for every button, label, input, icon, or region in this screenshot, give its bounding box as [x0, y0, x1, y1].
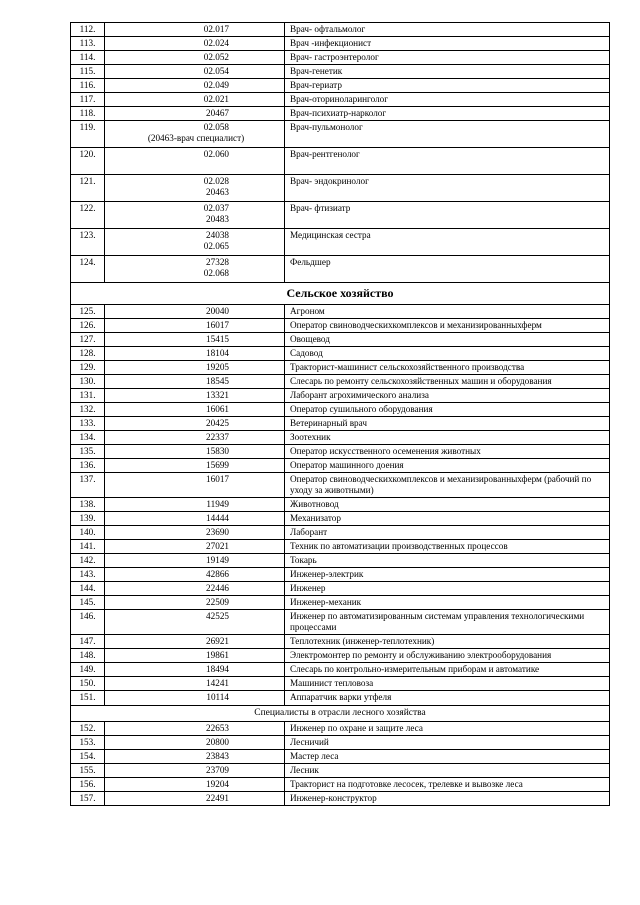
table-row — [71, 721, 610, 735]
profession-name: Зоотехник — [285, 430, 610, 444]
code-line: 20467 — [206, 108, 229, 119]
profession-name: Инженер-конструктор — [285, 792, 610, 806]
medical-rows — [71, 23, 610, 283]
table-row — [71, 148, 610, 175]
profession-code: 42525 — [105, 610, 285, 635]
profession-code: 23843 — [105, 749, 285, 763]
row-number: 118. — [71, 107, 105, 121]
profession-name: Оператор сушильного оборудования — [285, 402, 610, 416]
table-row — [71, 649, 610, 663]
table-row — [71, 749, 610, 763]
profession-name: Инженер по автоматизированным системам управления технологическими процессами — [285, 610, 610, 635]
profession-name: Врач- фтизиатр — [285, 202, 610, 229]
row-number: 114. — [71, 51, 105, 65]
profession-code — [105, 93, 285, 107]
row-number: 129. — [71, 360, 105, 374]
row-number: 140. — [71, 526, 105, 540]
profession-code: 22491 — [105, 792, 285, 806]
table-row — [71, 568, 610, 582]
table-row — [71, 374, 610, 388]
profession-name: Электромонтер по ремонту и обслуживанию электрооборудования — [285, 649, 610, 663]
row-number: 135. — [71, 444, 105, 458]
table-row — [71, 663, 610, 677]
table-row — [71, 229, 610, 256]
row-number: 131. — [71, 388, 105, 402]
code-line: 02.024 — [203, 38, 229, 49]
row-number: 145. — [71, 596, 105, 610]
profession-name: Тракторист-машинист сельскохозяйственного производства — [285, 360, 610, 374]
table-row — [71, 458, 610, 472]
code-line: 02.065 — [203, 241, 229, 252]
profession-name: Лесник — [285, 764, 610, 778]
profession-name: Врач- эндокринолог — [285, 175, 610, 202]
row-number: 119. — [71, 121, 105, 148]
profession-code: 15830 — [105, 444, 285, 458]
row-number: 154. — [71, 749, 105, 763]
profession-code: 23690 — [105, 526, 285, 540]
table-row — [71, 388, 610, 402]
row-number: 112. — [71, 23, 105, 37]
profession-code: 16061 — [105, 402, 285, 416]
row-number: 132. — [71, 402, 105, 416]
profession-name: Лаборант — [285, 526, 610, 540]
row-number: 151. — [71, 691, 105, 705]
profession-code — [105, 65, 285, 79]
row-number: 143. — [71, 568, 105, 582]
row-number: 116. — [71, 79, 105, 93]
agriculture-section — [71, 283, 610, 304]
row-number: 156. — [71, 778, 105, 792]
profession-name: Механизатор — [285, 512, 610, 526]
forestry-rows — [71, 721, 610, 805]
section-title-agriculture: Сельское хозяйство — [71, 283, 610, 304]
code-line: 02.052 — [203, 52, 229, 63]
table-row — [71, 318, 610, 332]
table-row — [71, 256, 610, 283]
profession-name: Лесничий — [285, 735, 610, 749]
profession-code — [105, 107, 285, 121]
row-number: 147. — [71, 635, 105, 649]
table-row — [71, 107, 610, 121]
table-row — [71, 79, 610, 93]
profession-code: 18104 — [105, 346, 285, 360]
row-number: 150. — [71, 677, 105, 691]
row-number: 148. — [71, 649, 105, 663]
forestry-section — [71, 705, 610, 721]
table-row — [71, 332, 610, 346]
table-row — [71, 778, 610, 792]
row-number: 142. — [71, 554, 105, 568]
row-number: 125. — [71, 304, 105, 318]
table-row — [71, 23, 610, 37]
profession-code: 22509 — [105, 596, 285, 610]
table-row — [71, 512, 610, 526]
code-line: 20463 — [206, 187, 229, 198]
profession-name: Врач -инфекционист — [285, 37, 610, 51]
row-number: 122. — [71, 202, 105, 229]
profession-name: Инженер-механик — [285, 596, 610, 610]
table-row — [71, 582, 610, 596]
row-number: 141. — [71, 540, 105, 554]
row-number: 149. — [71, 663, 105, 677]
profession-code: 18545 — [105, 374, 285, 388]
code-line: 02.060 — [203, 149, 229, 160]
table-row — [71, 444, 610, 458]
profession-code: 20425 — [105, 416, 285, 430]
profession-code — [105, 51, 285, 65]
profession-name: Врач-психиатр-нарколог — [285, 107, 610, 121]
profession-code: 19205 — [105, 360, 285, 374]
agriculture-rows — [71, 304, 610, 705]
profession-name: Животновод — [285, 498, 610, 512]
table-row — [71, 596, 610, 610]
profession-code — [105, 121, 285, 148]
table-row — [71, 677, 610, 691]
profession-name: Тракторист на подготовке лесосек, трелевке и вывозке леса — [285, 778, 610, 792]
row-number: 136. — [71, 458, 105, 472]
row-number: 134. — [71, 430, 105, 444]
profession-code: 11949 — [105, 498, 285, 512]
table-row — [71, 498, 610, 512]
code-line: 02.017 — [203, 24, 229, 34]
profession-name: Аппаратчик варки утфеля — [285, 691, 610, 705]
code-line: 02.028 — [203, 176, 229, 187]
row-number: 130. — [71, 374, 105, 388]
row-number: 127. — [71, 332, 105, 346]
table-row — [71, 37, 610, 51]
section-header-row — [71, 283, 610, 304]
profession-name: Слесарь по ремонту сельскохозяйственных машин и оборудования — [285, 374, 610, 388]
profession-code — [105, 202, 285, 229]
table-row — [71, 540, 610, 554]
profession-name: Машинист тепловоза — [285, 677, 610, 691]
profession-name: Слесарь по контрольно-измерительным приборам и автоматике — [285, 663, 610, 677]
profession-name: Врач- офтальмолог — [285, 23, 610, 37]
row-number: 146. — [71, 610, 105, 635]
row-number: 128. — [71, 346, 105, 360]
profession-name: Техник по автоматизации производственных процессов — [285, 540, 610, 554]
profession-name: Инженер — [285, 582, 610, 596]
code-line: 27328 — [206, 257, 229, 268]
profession-code: 15415 — [105, 332, 285, 346]
profession-code — [105, 229, 285, 256]
profession-name: Врач-гериатр — [285, 79, 610, 93]
profession-code — [105, 175, 285, 202]
profession-code: 20040 — [105, 304, 285, 318]
row-number: 153. — [71, 735, 105, 749]
table-row — [71, 792, 610, 806]
table-row — [71, 93, 610, 107]
table-row — [71, 304, 610, 318]
profession-code: 23709 — [105, 764, 285, 778]
profession-code: 26921 — [105, 635, 285, 649]
table-row — [71, 735, 610, 749]
profession-code: 15699 — [105, 458, 285, 472]
profession-code — [105, 23, 285, 37]
professions-table — [70, 22, 610, 806]
profession-code — [105, 148, 285, 175]
profession-name: Инженер по охране и защите леса — [285, 721, 610, 735]
table-row — [71, 121, 610, 148]
section-header-row — [71, 705, 610, 721]
table-row — [71, 430, 610, 444]
profession-code: 27021 — [105, 540, 285, 554]
document-page — [70, 22, 610, 806]
profession-code: 10114 — [105, 691, 285, 705]
profession-code: 42866 — [105, 568, 285, 582]
profession-name: Мастер леса — [285, 749, 610, 763]
profession-name: Врач-оториноларинголог — [285, 93, 610, 107]
code-line: 24038 — [206, 230, 229, 241]
row-number: 157. — [71, 792, 105, 806]
row-number: 124. — [71, 256, 105, 283]
row-number: 126. — [71, 318, 105, 332]
profession-code: 13321 — [105, 388, 285, 402]
table-row — [71, 416, 610, 430]
profession-name: Садовод — [285, 346, 610, 360]
table-row — [71, 610, 610, 635]
profession-code: 19861 — [105, 649, 285, 663]
profession-code: 22337 — [105, 430, 285, 444]
row-number: 133. — [71, 416, 105, 430]
profession-name: Оператор свиноводческихкомплексов и механизированныхферм (рабочий по уходу за животными) — [285, 472, 610, 497]
profession-name: Ветеринарный врач — [285, 416, 610, 430]
table-row — [71, 51, 610, 65]
profession-name: Лаборант агрохимического анализа — [285, 388, 610, 402]
section-title-forestry: Специалисты в отрасли лесного хозяйства — [71, 705, 610, 721]
table-row — [71, 175, 610, 202]
profession-name: Оператор искусственного осеменения животных — [285, 444, 610, 458]
profession-code — [105, 256, 285, 283]
table-row — [71, 346, 610, 360]
row-number: 137. — [71, 472, 105, 497]
profession-code: 20800 — [105, 735, 285, 749]
profession-name: Фельдшер — [285, 256, 610, 283]
code-line: 02.049 — [203, 80, 229, 91]
profession-name: Врач-рентгенолог — [285, 148, 610, 175]
table-row — [71, 360, 610, 374]
code-line: 02.068 — [203, 268, 229, 279]
profession-name: Теплотехник (инженер-теплотехник) — [285, 635, 610, 649]
table-row — [71, 65, 610, 79]
profession-name: Токарь — [285, 554, 610, 568]
profession-name: Врач-пульмонолог — [285, 121, 610, 148]
table-row — [71, 472, 610, 497]
table-row — [71, 554, 610, 568]
row-number: 120. — [71, 148, 105, 175]
row-number: 121. — [71, 175, 105, 202]
profession-name: Оператор свиноводческихкомплексов и механизированныхферм — [285, 318, 610, 332]
row-number: 138. — [71, 498, 105, 512]
table-row — [71, 764, 610, 778]
profession-code — [105, 79, 285, 93]
profession-code: 16017 — [105, 472, 285, 497]
profession-code: 18494 — [105, 663, 285, 677]
code-line: 02.037 — [203, 203, 229, 214]
table-row — [71, 635, 610, 649]
profession-name: Медицинская сестра — [285, 229, 610, 256]
row-number: 123. — [71, 229, 105, 256]
profession-name: Инженер-электрик — [285, 568, 610, 582]
code-line: 20483 — [206, 214, 229, 225]
profession-code: 14241 — [105, 677, 285, 691]
table-row — [71, 526, 610, 540]
profession-name: Врач-генетик — [285, 65, 610, 79]
profession-code: 22653 — [105, 721, 285, 735]
code-line: (20463-врач специалист) — [147, 133, 245, 144]
profession-code: 19204 — [105, 778, 285, 792]
profession-name: Врач- гастроэнтеролог — [285, 51, 610, 65]
profession-name: Овощевод — [285, 332, 610, 346]
table-row — [71, 202, 610, 229]
row-number: 139. — [71, 512, 105, 526]
code-line: 02.054 — [203, 66, 229, 77]
table-row — [71, 402, 610, 416]
profession-code: 14444 — [105, 512, 285, 526]
row-number: 152. — [71, 721, 105, 735]
profession-code: 19149 — [105, 554, 285, 568]
row-number: 117. — [71, 93, 105, 107]
row-number: 155. — [71, 764, 105, 778]
table-row — [71, 691, 610, 705]
profession-code — [105, 37, 285, 51]
row-number: 115. — [71, 65, 105, 79]
code-line: 02.058 — [203, 122, 229, 133]
profession-code: 16017 — [105, 318, 285, 332]
row-number: 113. — [71, 37, 105, 51]
code-line: 02.021 — [203, 94, 229, 105]
row-number: 144. — [71, 582, 105, 596]
profession-name: Оператор машинного доения — [285, 458, 610, 472]
profession-name: Агроном — [285, 304, 610, 318]
profession-code: 22446 — [105, 582, 285, 596]
